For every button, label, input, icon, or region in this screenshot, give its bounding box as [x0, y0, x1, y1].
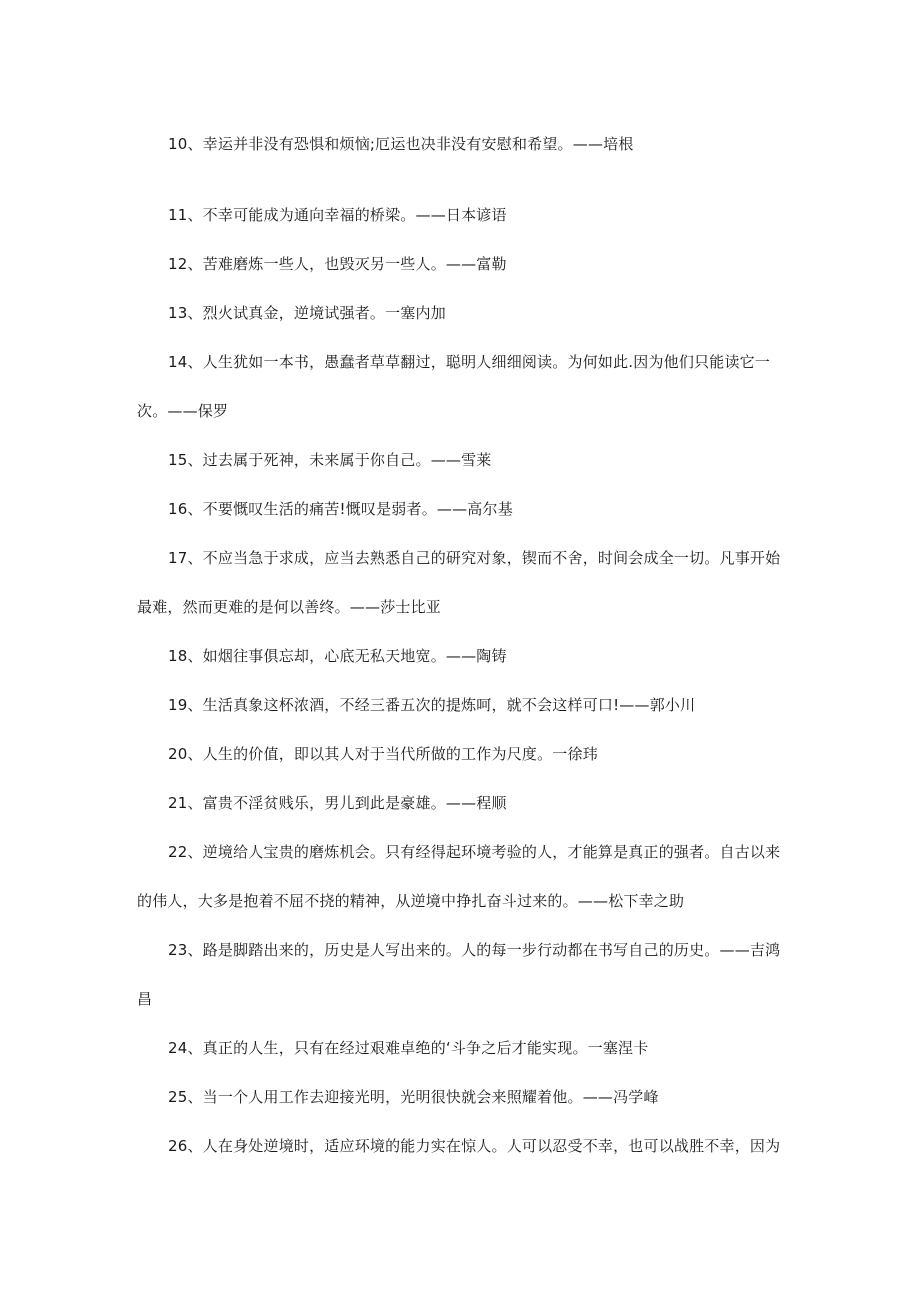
quote-17-line-1: 17、不应当急于求成，应当去熟悉自己的研究对象，锲而不舍，时间会成全一切。凡事开始	[168, 549, 781, 567]
quote-26-line: 26、人在身处逆境时，适应环境的能力实在惊人。人可以忍受不幸，也可以战胜不幸，因为	[168, 1137, 781, 1155]
quote-10-line: 10、幸运并非没有恐惧和烦恼;厄运也决非没有安慰和希望。——培根	[168, 135, 634, 153]
quote-15-line: 15、过去属于死神，未来属于你自己。——雪莱	[168, 451, 492, 469]
quote-20-line: 20、人生的价值，即以其人对于当代所做的工作为尺度。一徐玮	[168, 745, 598, 763]
quote-14-line-1: 14、人生犹如一本书，愚蠢者草草翻过，聪明人细细阅读。为何如此.因为他们只能读它一	[168, 353, 771, 371]
quote-22-line-1: 22、逆境给人宝贵的磨炼机会。只有经得起环境考验的人，才能算是真正的强者。自古以来	[168, 843, 781, 861]
quote-14-line-2: 次。——保罗	[137, 402, 229, 420]
quote-24-line: 24、真正的人生，只有在经过艰难卓绝的‘斗争之后才能实现。一塞涅卡	[168, 1039, 649, 1057]
quote-23-line-2: 昌	[137, 990, 153, 1008]
quote-23-line-1: 23、路是脚踏出来的，历史是人写出来的。人的每一步行动都在书写自己的历史。——吉鸿	[168, 941, 781, 959]
quote-11-line: 11、不幸可能成为通向幸福的桥梁。——日本谚语	[168, 206, 507, 224]
quote-22-line-2: 的伟人，大多是抱着不屈不挠的精神，从逆境中挣扎奋斗过来的。——松下幸之助	[137, 892, 685, 910]
quote-13-line: 13、烈火试真金，逆境试强者。一塞内加	[168, 304, 446, 322]
quote-18-line: 18、如烟往事俱忘却，心底无私天地宽。——陶铸	[168, 647, 507, 665]
quote-21-line: 21、富贵不淫贫贱乐，男儿到此是豪雄。——程顺	[168, 794, 507, 812]
quote-12-line: 12、苦难磨炼一些人，也毁灭另一些人。——富勒	[168, 255, 507, 273]
quote-17-line-2: 最难，然而更难的是何以善终。——莎士比亚	[137, 598, 442, 616]
quote-16-line: 16、不要慨叹生活的痛苦!慨叹是弱者。——高尔基	[168, 500, 513, 518]
quote-19-line: 19、生活真象这杯浓酒，不经三番五次的提炼呵，就不会这样可口!——郭小川	[168, 696, 696, 714]
quote-25-line: 25、当一个人用工作去迎接光明，光明很快就会来照耀着他。——冯学峰	[168, 1088, 659, 1106]
